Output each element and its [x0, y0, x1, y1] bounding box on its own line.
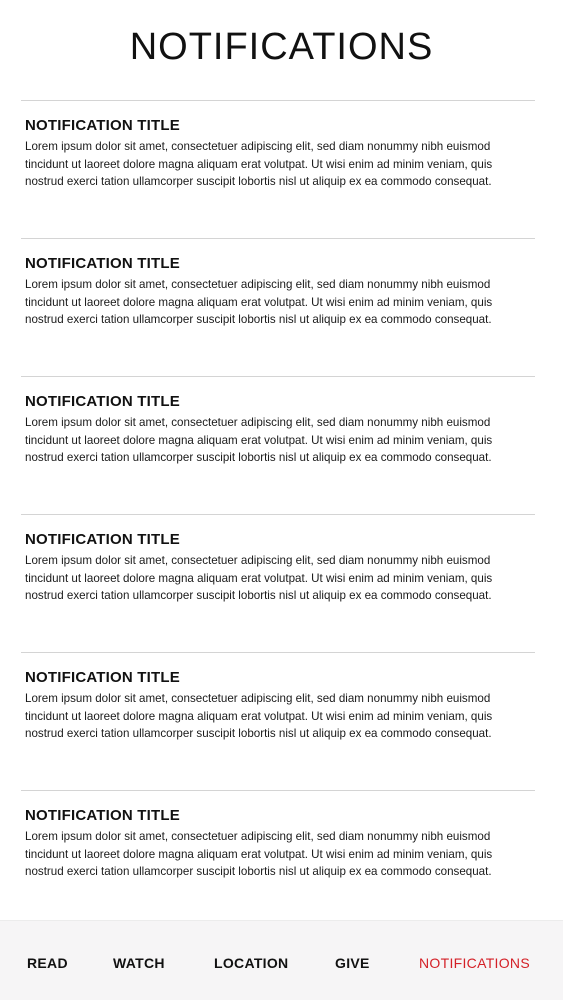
notification-title: NOTIFICATION TITLE — [25, 255, 180, 272]
notification-item[interactable] — [21, 791, 535, 929]
notification-title: NOTIFICATION TITLE — [25, 393, 180, 410]
notification-body: Lorem ipsum dolor sit amet, consectetuer adipiscing elit, sed diam nonummy nibh euismod tincidunt ut laoreet dolore magna aliquam erat volutpat. Ut wisi enim ad minim veniam, quis nostrud exerci tation ullamcorper suscipit lobortis nisl ut aliquip ex ea commodo consequat. — [25, 140, 493, 189]
notification-body: Lorem ipsum dolor sit amet, consectetuer adipiscing elit, sed diam nonummy nibh euismod tincidunt ut laoreet dolore magna aliquam erat volutpat. Ut wisi enim ad minim veniam, quis nostrud exerci tation ullamcorper suscipit lobortis nisl ut aliquip ex ea commodo consequat. — [25, 278, 493, 327]
tab-notifications[interactable]: NOTIFICATIONS — [419, 955, 530, 971]
notification-body: Lorem ipsum dolor sit amet, consectetuer adipiscing elit, sed diam nonummy nibh euismod tincidunt ut laoreet dolore magna aliquam erat volutpat. Ut wisi enim ad minim veniam, quis nostrud exerci tation ullamcorper suscipit lobortis nisl ut aliquip ex ea commodo consequat. — [25, 692, 493, 741]
notification-title: NOTIFICATION TITLE — [25, 807, 180, 824]
notification-title: NOTIFICATION TITLE — [25, 669, 180, 686]
tab-watch[interactable]: WATCH — [113, 955, 165, 971]
notification-item[interactable] — [21, 515, 535, 653]
tab-location[interactable]: LOCATION — [214, 955, 289, 971]
tab-give[interactable]: GIVE — [335, 955, 370, 971]
notification-body: Lorem ipsum dolor sit amet, consectetuer adipiscing elit, sed diam nonummy nibh euismod tincidunt ut laoreet dolore magna aliquam erat volutpat. Ut wisi enim ad minim veniam, quis nostrud exerci tation ullamcorper suscipit lobortis nisl ut aliquip ex ea commodo consequat. — [25, 830, 493, 879]
notification-item[interactable] — [21, 239, 535, 377]
notification-title: NOTIFICATION TITLE — [25, 531, 180, 548]
notification-item[interactable] — [21, 377, 535, 515]
page-title: NOTIFICATIONS — [129, 26, 434, 68]
tab-read[interactable]: READ — [27, 955, 68, 971]
notification-list[interactable] — [21, 100, 535, 929]
notification-title: NOTIFICATION TITLE — [25, 117, 180, 134]
notification-item[interactable] — [21, 101, 535, 239]
bottom-tab-bar — [0, 920, 563, 1000]
notification-body: Lorem ipsum dolor sit amet, consectetuer adipiscing elit, sed diam nonummy nibh euismod tincidunt ut laoreet dolore magna aliquam erat volutpat. Ut wisi enim ad minim veniam, quis nostrud exerci tation ullamcorper suscipit lobortis nisl ut aliquip ex ea commodo consequat. — [25, 416, 493, 465]
notification-item[interactable] — [21, 653, 535, 791]
notification-body: Lorem ipsum dolor sit amet, consectetuer adipiscing elit, sed diam nonummy nibh euismod tincidunt ut laoreet dolore magna aliquam erat volutpat. Ut wisi enim ad minim veniam, quis nostrud exerci tation ullamcorper suscipit lobortis nisl ut aliquip ex ea commodo consequat. — [25, 554, 493, 603]
